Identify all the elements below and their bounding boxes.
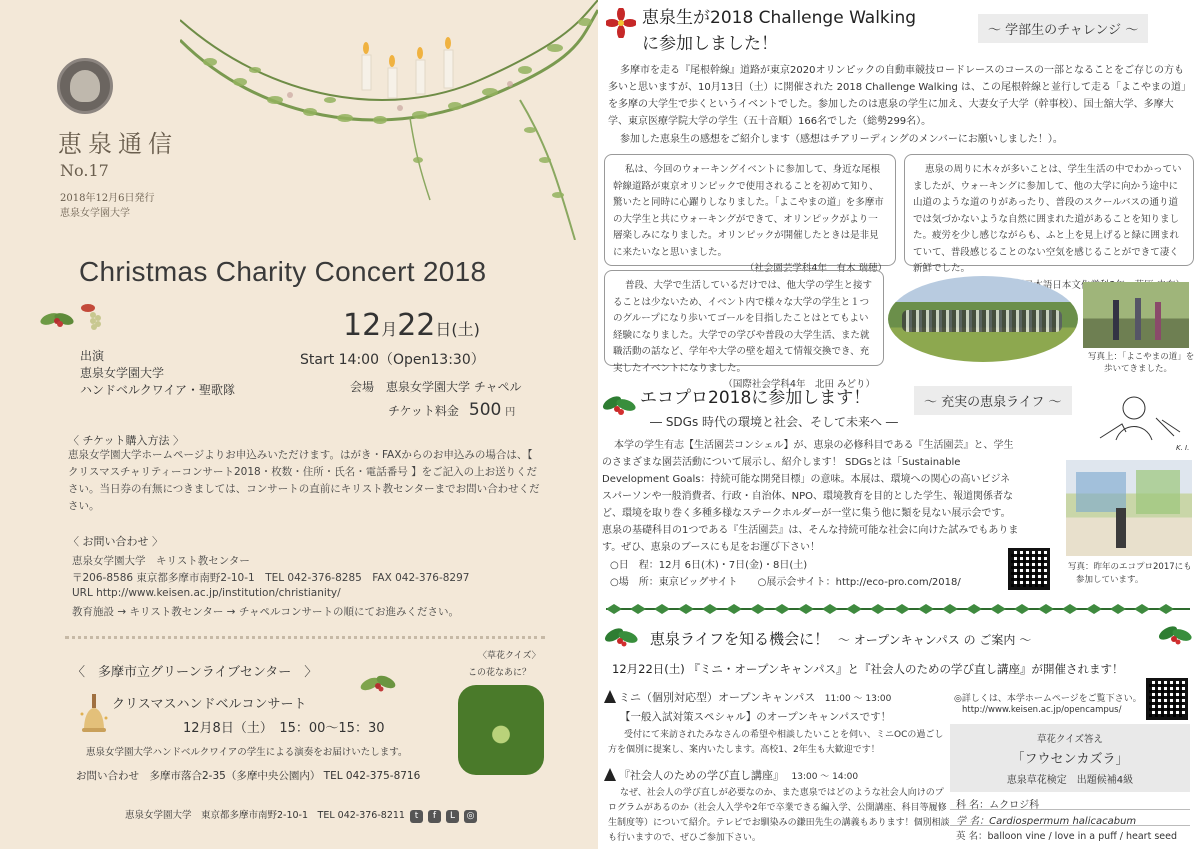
instagram-icon[interactable]: ◎ bbox=[464, 810, 477, 823]
quiz-question: この花なあに？ bbox=[468, 668, 532, 678]
photo-caption: 参加しています。 bbox=[1076, 575, 1144, 585]
ecopro-dates: ○日 程：12月 6日(木)・7日(金)・8日(土) bbox=[610, 560, 808, 571]
mini-oc-body: 受付にて来訪されたみなさんの希望や相談したいことを伺い、ミニOCの過ごし方を個別に提案し、案内いたします。高校1、2年生も大歓迎です！ bbox=[608, 730, 944, 755]
student-quote: 私は、今回のウォーキングイベントに参加して、身近な尾根幹線道路が東京オリンピックで使用されることを初めて知り、驚いたと同時に心躍りしなりました。「よこやまの道」を多摩市の大学生と共にウォーキングができて、オリンピックがより一層楽しみになりました。オリンピックが開催したときは是非見に来たいなと思いました。 （社会園芸学科4年 有木 瑞穂） bbox=[604, 154, 896, 266]
issue-number: No.17 bbox=[60, 161, 109, 180]
right-page bbox=[598, 0, 1200, 849]
sketch-signature: K. I. bbox=[1176, 444, 1190, 452]
line-icon[interactable]: L bbox=[446, 810, 459, 823]
twitter-icon[interactable]: t bbox=[410, 810, 423, 823]
flower-family: 科 名：ムクロジ科 bbox=[956, 800, 1040, 811]
ecopro-title: エコプロ2018に参加します！ bbox=[640, 388, 871, 408]
quiz-flower-photo bbox=[458, 685, 544, 775]
contact-navigation: 教育施設 → キリスト教センター → チャペルコンサートの順にてお進みください。 bbox=[72, 606, 459, 618]
university-logo bbox=[57, 58, 113, 114]
photo-caption: 写真上：「よこやまの道」を bbox=[1088, 352, 1195, 362]
holly-icon bbox=[604, 620, 638, 650]
campus-title: 恵泉ライフを知る機会に！ 〜 オープンキャンパス の ご案内 〜 bbox=[650, 630, 1032, 648]
student-quote: 恵泉の周りに木々が多いことは、学生生活の中でわかっていましたが、ウォーキングに参加して、他の大学に向かう途中に山道のような道のりがあったり、普段のスクールバスの通り道では気づかないような自然に囲まれた道があることを知りました。疲労を少し感じながらも、ふと上を見上げると緑に囲まれていて、普段感じることのない空気を感じることができて凄く新鮮でした。 （日本語日本文化学科3年 bbox=[904, 154, 1194, 266]
mini-oc-detail: ◎詳しくは、本学ホームページをご覧下さい。 bbox=[954, 694, 1142, 704]
grape-ornament-icon bbox=[80, 302, 106, 332]
handbell-concert-date: 12月8日（土） 15：00〜15：30 bbox=[183, 721, 385, 736]
ecopro-body: 本学の学生有志【生活園芸コンシェル】が、恵泉の必修科目である『生活園芸』と、学生のさまざまな園芸活動について展示し、紹介します！ SDGsとは「Sustainable Development Goals：持続可能な開発目標」の意味。本展は、環境への関心の高いビジネスパーソンや一般消費者、行政・自治体、NPO、環境教育を目的とした学生、報道関係者など、環境を取り巻く多種多様なステークホルダーが一堂に集う他に類を見ない展示会です。恵泉の基礎科目の1つである『生活園芸』は、そんな持続可能な社会に向けた試みでもあります。ぜひ、恵泉のブースにも足をお運び下さい！ bbox=[602, 440, 1019, 553]
holly-icon bbox=[602, 388, 638, 418]
quiz-label: 〈草花クイズ〉 bbox=[478, 651, 541, 661]
open-campus-url[interactable]: http://www.keisen.ac.jp/opencampus/ bbox=[962, 705, 1122, 715]
handbell-concert-note: 恵泉女学園大学ハンドベルクワイアの学生による演奏をお届けいたします。 bbox=[86, 747, 408, 758]
holly-leaf-icon bbox=[40, 306, 74, 332]
poinsettia-icon bbox=[606, 8, 636, 38]
wreath-illustration bbox=[180, 0, 598, 240]
open-campus-qr-code[interactable] bbox=[1146, 678, 1188, 720]
performer-line: 恵泉女学園大学 bbox=[80, 366, 165, 380]
concert-venue: 会場 恵泉女学園大学 チャペル bbox=[350, 380, 522, 394]
performer-heading: 出演 bbox=[80, 349, 105, 363]
quiz-answer-box: 草花クイズ答え 「フウセンカズラ」 恵泉草花検定 出題候補4級 bbox=[950, 724, 1190, 792]
section-badge: 〜 充実の恵泉ライフ 〜 bbox=[914, 386, 1072, 415]
ecopro-subtitle: ― SDGs 時代の環境と社会、そして未来へ ― bbox=[650, 415, 898, 429]
photo-caption: 歩いてきました。 bbox=[1104, 364, 1173, 374]
group-photo bbox=[888, 276, 1078, 362]
adult-course-heading: 『社会人のための学び直し講座』 13:00 〜 14:00 bbox=[604, 767, 858, 783]
footer-address: 恵泉女学園大学 東京都多摩市南野2-10-1 TEL 042-376-8211 bbox=[125, 810, 405, 821]
concert-price: チケット料金 500 円 bbox=[388, 400, 516, 420]
concert-start-time: Start 14:00（Open13:30） bbox=[300, 352, 485, 368]
student-quote: 普段、大学で生活しているだけでは、他大学の学生と接することは少ないため、イベント内で様々な大学の学生と１つのグループになり歩いてゴールを目指したことはとてもよい経験になりました。大学での学びや普段の大学生活、また就職活動の話など、学年や大学の壁を超えて情報交換でき、充実したイベントになりました。 （国際社会学科4年 北田 みどり） bbox=[604, 270, 884, 366]
green-center-contact: お問い合わせ 多摩市落合2-35（多摩中央公園内） TEL 042-375-8716 bbox=[76, 770, 421, 782]
issue-date: 2018年12月6日発行 bbox=[60, 193, 155, 204]
campus-announcement: 12月22日(土) 『ミニ・オープンキャンパス』と『社会人のための学び直し講座』が開催されます！ bbox=[612, 662, 1124, 676]
ticket-body: 恵泉女学園大学ホームページよりお申込みいただけます。はがき・FAXからのお申込みの場合は、【 クリスマスチャリティーコンサート2018・枚数・住所・氏名・電話番号 】をご記入の上お送りください。当日券の有無につきましては、コンサートの直前にキリスト教センターまでお問い合わせください。 bbox=[68, 449, 540, 512]
newsletter-title: 恵泉通信 bbox=[58, 130, 178, 158]
flower-english-name: 英 名：balloon vine / love in a puff / heart seed bbox=[956, 831, 1177, 842]
student-sketch bbox=[1096, 388, 1192, 444]
green-center-heading: 〈 多摩市立グリーンライブセンター 〉 bbox=[72, 665, 318, 680]
concert-date: 12月22日(土) bbox=[343, 308, 480, 343]
answer-divider bbox=[950, 825, 1190, 826]
handbell-concert-title: クリスマスハンドベルコンサート bbox=[112, 697, 307, 712]
answer-divider bbox=[950, 809, 1190, 810]
issuer: 恵泉女学園大学 bbox=[60, 208, 130, 219]
ecopro-venue-site: ○場 所：東京ビッグサイト ○展示会サイト：http://eco-pro.com/2018/ bbox=[610, 577, 961, 588]
ecopro-qr-code[interactable] bbox=[1008, 548, 1050, 590]
tree-icon bbox=[604, 768, 616, 781]
holly-icon bbox=[1158, 618, 1192, 648]
handbell-icon bbox=[80, 694, 108, 734]
garland-divider bbox=[606, 602, 1190, 616]
contact-url[interactable]: URL http://www.keisen.ac.jp/institution/christianity/ bbox=[72, 587, 341, 599]
walking-intro-2: 参加した恵泉生の感想をご紹介します（感想はチアリーディングのメンバーにお願いしました！）。 bbox=[620, 134, 1063, 145]
left-page bbox=[0, 0, 598, 849]
facebook-icon[interactable]: f bbox=[428, 810, 441, 823]
performer-line: ハンドベルクワイア・聖歌隊 bbox=[80, 383, 236, 397]
dotted-divider bbox=[65, 636, 545, 639]
social-links bbox=[410, 806, 482, 825]
concert-title: Christmas Charity Concert 2018 bbox=[79, 256, 487, 287]
contact-address: 〒206-8586 東京都多摩市南野2-10-1 TEL 042-376-8285 FAX 042-376-8297 bbox=[72, 572, 470, 584]
flower-scientific-name: 学 名：Cardiospermum halicacabum bbox=[956, 816, 1137, 827]
mini-oc-heading: ミニ（個別対応型）オープンキャンパス 11:00 〜 13:00 bbox=[604, 689, 891, 705]
ecopro-photo bbox=[1066, 460, 1192, 556]
walking-intro: 多摩市を走る『尾根幹線』道路が東京2020オリンピックの自動車競技ロードレースのコースの一部となることをご存じの方も多いと思いますが、10月13日（土）に開催された 2018 Challenge Walking は、この尾根幹線と並行して走る「よこやまの道」を多摩の大学生で歩くというイベントでした。参加したのは恵泉の学生に加え、大妻女子大学（幹事校）、国士舘大学、多摩大学、東京医療学院大学の学生（五十音順）166名でした（総勢299名）。 bbox=[608, 65, 1192, 127]
adult-course-body: なぜ、社会人の学び直しが必要なのか、また恵泉ではどのような社会人向けのプログラムがあるのか（社会人入学や2年で卒業できる編入学、公開講座、科目等履修生制度等）について紹介。テレビでお馴染みの鎌田先生の講義もあります！個別相談も行いますので、ぜひご参加下さい。 bbox=[608, 788, 950, 843]
walking-photo bbox=[1083, 282, 1189, 348]
mini-oc-special: 【一般入試対策スペシャル】のオープンキャンパスです！ bbox=[620, 711, 892, 723]
section-badge: 〜 学部生のチャレンジ 〜 bbox=[978, 14, 1148, 43]
photo-caption: 写真：昨年のエコプロ2017にも bbox=[1068, 562, 1192, 572]
walking-title-2: に参加しました！ bbox=[642, 34, 778, 54]
holly-leaf-icon bbox=[360, 670, 396, 696]
contact-heading: 〈 お問い合わせ 〉 bbox=[68, 535, 163, 548]
ticket-heading: 〈 チケット購入方法 〉 bbox=[68, 434, 185, 447]
tree-icon bbox=[604, 690, 616, 703]
contact-org: 恵泉女学園大学 キリスト教センター bbox=[72, 555, 250, 567]
walking-title: 恵泉生が2018 Challenge Walking bbox=[642, 8, 917, 28]
